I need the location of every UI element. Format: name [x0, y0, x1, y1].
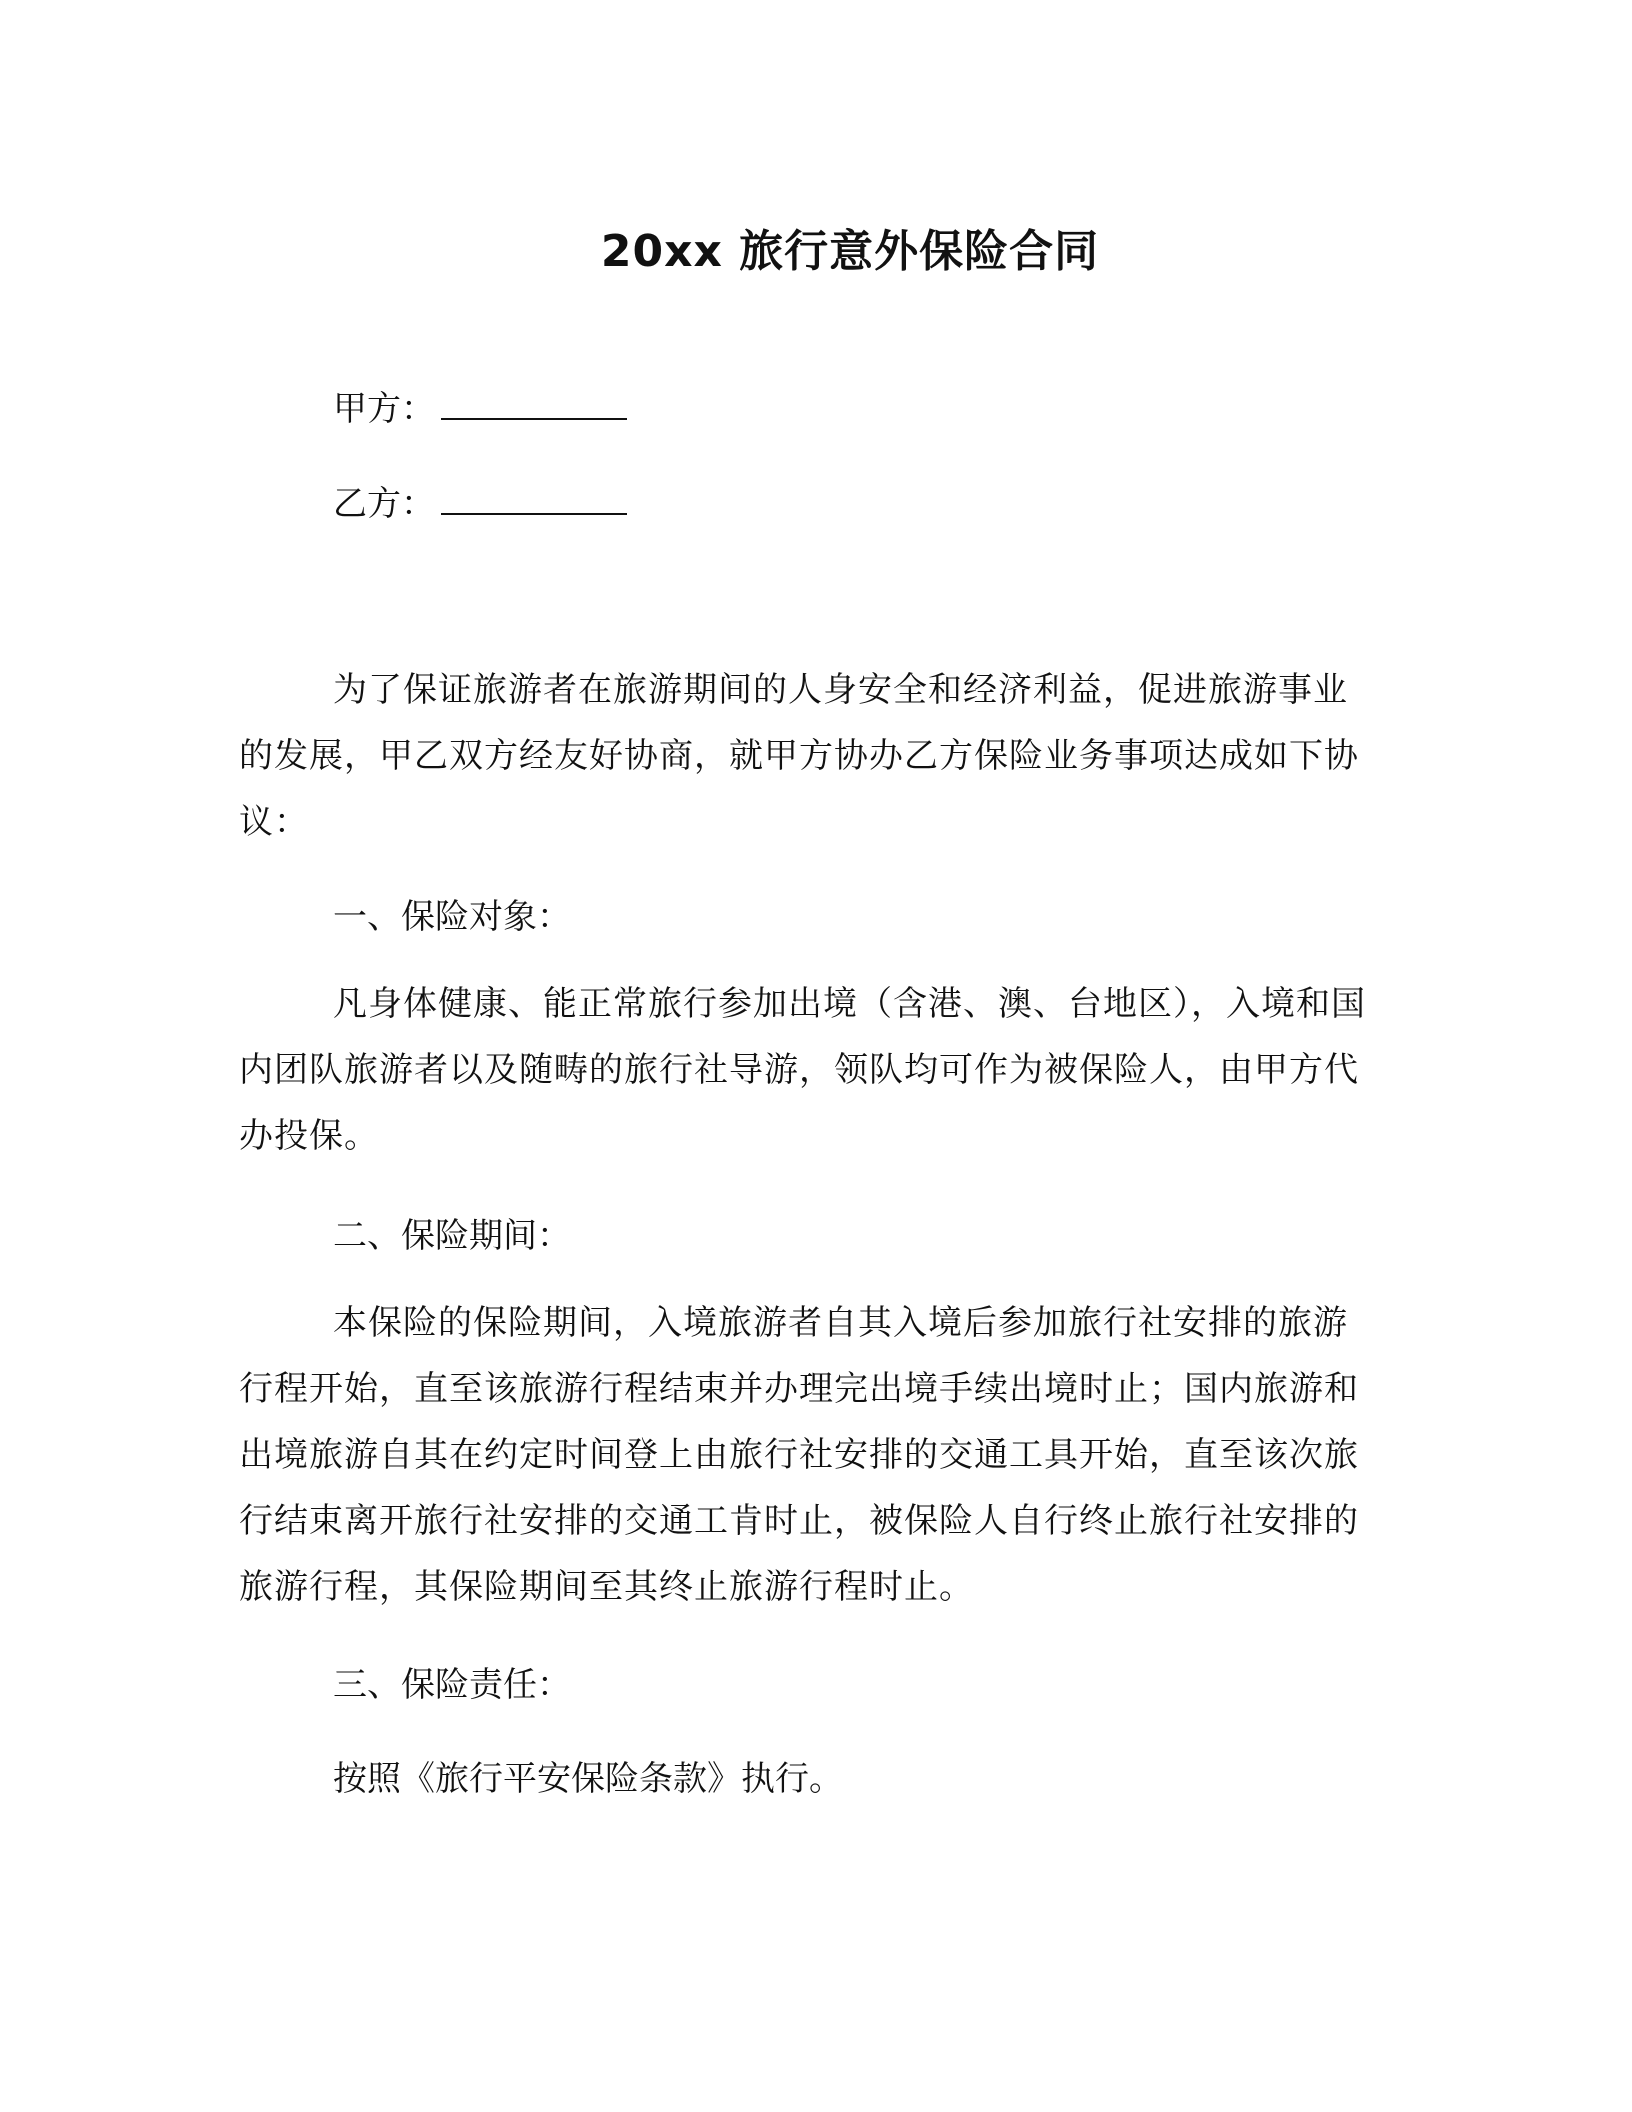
intro-paragraph: 为了保证旅游者在旅游期间的人身安全和经济利益，促进旅游事业的发展，甲乙双方经友好协商，就甲方协办乙方保险业务事项达成如下协议：	[239, 670, 1359, 842]
party-a-blank[interactable]	[441, 384, 627, 420]
section-body: 按照《旅行平安保险条款》执行。	[333, 1759, 843, 1799]
party-a-label: 甲方：	[333, 389, 435, 429]
party-b-blank[interactable]	[441, 479, 627, 515]
section-body: 本保险的保险期间，入境旅游者自其入境后参加旅行社安排的旅游行程开始，直至该旅游行程结束并办理完出境手续出境时止；国内旅游和出境旅游自其在约定时间登上由旅行社安排的交通工具开始，直至该次旅行结束离开旅行社安排的交通工肯时止，被保险人自行终止旅行社安排的旅游行程，其保险期间至其终止旅游行程时止。	[239, 1303, 1359, 1607]
party-b-label: 乙方：	[333, 484, 435, 524]
document-title: 20xx 旅行意外保险合同	[600, 226, 1100, 277]
party-a-line	[333, 384, 627, 434]
party-b-line	[333, 479, 627, 529]
section-body: 凡身体健康、能正常旅行参加出境（含港、澳、台地区），入境和国内团队旅游者以及随畴的旅行社导游，领队均可作为被保险人，由甲方代办投保。	[239, 984, 1366, 1156]
section-heading: 三、保险责任：	[333, 1665, 571, 1705]
section-heading: 二、保险期间：	[333, 1216, 571, 1256]
section-heading: 一、保险对象：	[333, 897, 571, 937]
